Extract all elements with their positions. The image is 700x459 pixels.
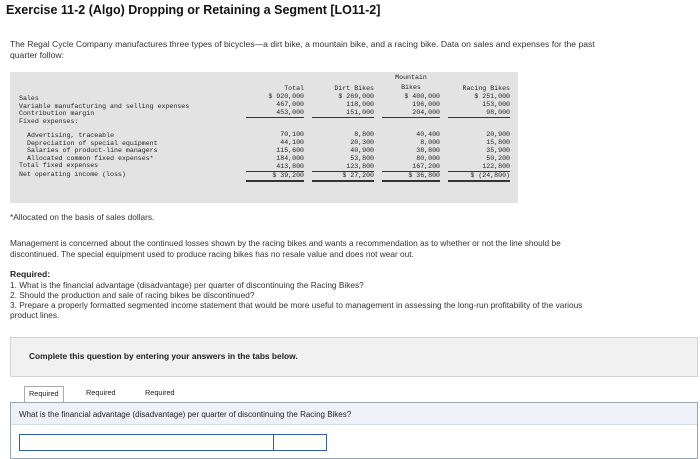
management-text: Management is concerned about the continued losses shown by the racing bikes and wants a recommendation as to whether or not the line should be discontinued. The special equipment used to produce racing bikes has no resale value and does not wear out.	[10, 238, 561, 259]
label-depreciation: Depreciation of special equipment	[27, 139, 158, 147]
header-dirt: Dirt Bikes	[334, 85, 374, 92]
racing-total-fixed: 122,800	[448, 163, 510, 172]
label-advertising: Advertising, traceable	[27, 132, 115, 139]
racing-advertising: 20,900	[486, 131, 510, 138]
exercise-title: Exercise 11-2 (Algo) Dropping or Retaining a Segment [LO11-2]	[6, 3, 381, 17]
total-allocated: 184,000	[276, 155, 304, 162]
dirt-advertising: 8,800	[354, 131, 374, 138]
segment-income-table	[10, 72, 518, 203]
racing-contribution: 98,000	[448, 109, 510, 118]
footnote: *Allocated on the basis of sales dollars.	[10, 212, 155, 222]
total-salaries: 115,600	[276, 147, 304, 154]
mountain-salaries: 38,800	[416, 147, 440, 154]
dirt-contribution: 151,000	[312, 109, 374, 118]
header-racing: Racing Bikes	[462, 85, 510, 92]
instructions-box	[10, 337, 698, 377]
tab-required-3[interactable]: Required	[145, 388, 175, 397]
answer-input[interactable]	[19, 434, 327, 451]
header-total: Total	[284, 85, 304, 92]
mountain-total-fixed: 167,200	[382, 163, 440, 172]
question-text: What is the financial advantage (disadvantage) per quarter of discontinuing the Racing Bikes?	[19, 410, 352, 419]
total-sales: $ 920,000	[268, 93, 304, 100]
total-variable: 467,000	[276, 101, 304, 108]
label-allocated: Allocated common fixed expenses*	[27, 154, 154, 162]
dirt-sales: $ 269,000	[338, 93, 374, 100]
intro-text: The Regal Cycle Company manufactures three types of bicycles—a dirt bike, a mountain bike, and a racing bike. Data on sales and expenses for the past quarter follow:	[10, 39, 595, 60]
mountain-contribution: 204,000	[382, 109, 440, 118]
dirt-net: $ 27,200	[312, 172, 374, 182]
total-total-fixed: 413,800	[246, 163, 304, 172]
tab-panel-required-1	[10, 402, 698, 459]
label-net-income: Net operating income (loss)	[19, 171, 126, 178]
racing-salaries: 35,900	[486, 147, 510, 154]
label-contribution: Contribution margin	[19, 110, 95, 117]
label-sales: Sales	[19, 95, 39, 102]
mountain-depreciation: 8,000	[420, 139, 440, 146]
required-item-3: 3. Prepare a properly formatted segmented income statement that would be more useful to management in assessing the long-run profitability of the various product lines.	[10, 300, 583, 320]
racing-variable: 153,000	[482, 101, 510, 108]
total-contribution: 453,000	[246, 109, 304, 118]
mountain-net: $ 36,800	[382, 172, 440, 182]
dirt-total-fixed: 123,800	[312, 163, 374, 172]
mountain-variable: 196,000	[412, 101, 440, 108]
complete-prompt: Complete this question by entering your answers in the tabs below.	[29, 351, 298, 361]
tab-required-2[interactable]: Required	[86, 388, 116, 397]
header-mountain-line1: Mountain	[395, 74, 427, 81]
total-advertising: 70,100	[280, 131, 304, 138]
label-variable: Variable manufacturing and selling expenses	[19, 102, 190, 110]
dirt-depreciation: 20,300	[350, 139, 374, 146]
racing-net: $ (24,800)	[448, 172, 510, 182]
required-heading: Required:	[10, 269, 51, 279]
dirt-variable: 118,000	[346, 101, 374, 108]
mountain-advertising: 40,400	[416, 131, 440, 138]
label-total-fixed: Total fixed expenses	[19, 162, 99, 169]
answer-divider	[273, 434, 274, 451]
dirt-allocated: 53,800	[350, 155, 374, 162]
mountain-allocated: 80,000	[416, 155, 440, 162]
mountain-sales: $ 400,000	[404, 93, 440, 100]
label-salaries: Salaries of product-line managers	[27, 147, 158, 154]
header-mountain-line2: Bikes	[401, 84, 421, 91]
tab-required-1[interactable]: Required	[24, 386, 64, 402]
question-bar	[11, 403, 697, 425]
racing-depreciation: 15,800	[486, 139, 510, 146]
racing-allocated: 50,200	[486, 155, 510, 162]
racing-sales: $ 251,000	[474, 93, 510, 100]
required-item-2: 2. Should the production and sale of racing bikes be discontinued?	[10, 290, 255, 300]
total-depreciation: 44,100	[280, 139, 304, 146]
total-net: $ 39,200	[246, 172, 304, 182]
dirt-salaries: 40,900	[350, 147, 374, 154]
required-list	[10, 280, 610, 320]
label-fixed: Fixed expenses:	[19, 117, 79, 125]
required-item-1: 1. What is the financial advantage (disadvantage) per quarter of discontinuing the Racing Bikes?	[10, 280, 364, 290]
